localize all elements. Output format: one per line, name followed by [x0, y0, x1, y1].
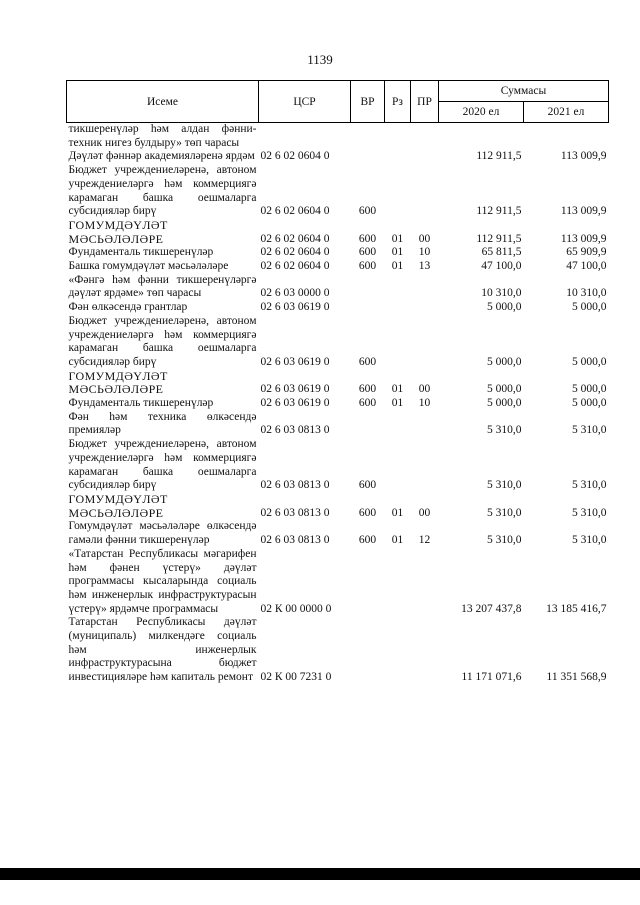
table-row: [67, 246, 609, 260]
table-row: [67, 315, 609, 370]
row-rz: [385, 164, 411, 219]
header-csr: ЦСР: [259, 81, 351, 123]
row-pr: 13: [418, 260, 431, 273]
row-amount-2020: 13 207 437,8: [461, 602, 522, 615]
row-amount-2021: 5 310,0: [572, 479, 607, 492]
row-csr: 02 6 03 0619 0: [260, 355, 330, 368]
row-amount-2021: 5 000,0: [572, 397, 607, 410]
row-vr: 600: [358, 383, 377, 396]
row-csr: 02 К 00 0000 0: [260, 602, 332, 615]
header-pr: ПР: [411, 81, 439, 123]
row-amount-2021: 5 310,0: [572, 424, 607, 437]
row-vr: 600: [358, 397, 377, 410]
row-rz: [385, 123, 411, 151]
row-rz: [385, 548, 411, 617]
table-row: [67, 397, 609, 411]
row-csr: 02 6 02 0604 0: [260, 232, 330, 245]
row-name: Дәүләт фәннәр академияләренә ярдәм: [68, 150, 255, 163]
row-pr: [411, 301, 439, 315]
row-name: ГОМУМДӘҮЛӘТ МӘСЬӘЛӘЛӘРЕ: [68, 368, 168, 397]
header-year-2020: 2020 ел: [439, 102, 524, 123]
row-pr: [411, 411, 439, 438]
budget-table: [66, 80, 609, 685]
row-amount-2020: 5 310,0: [487, 506, 522, 519]
row-amount-2021: 13 185 416,7: [546, 602, 607, 615]
table-row: [67, 164, 609, 219]
row-amount-2020: 5 000,0: [487, 383, 522, 396]
row-pr: [411, 616, 439, 685]
row-name: ГОМУМДӘҮЛӘТ МӘСЬӘЛӘЛӘРЕ: [68, 491, 168, 520]
row-amount-2020: 112 911,5: [476, 150, 522, 163]
row-pr: 00: [418, 232, 431, 245]
table-row: [67, 301, 609, 315]
row-name: Фундаменталь тикшеренүләр: [68, 246, 214, 259]
row-name: «Фәнгә һәм фәнни тикшеренүләргә дәүләт ярдәме» төп чарасы: [68, 273, 257, 300]
row-pr: [411, 274, 439, 301]
row-amount-2020: 5 000,0: [487, 355, 522, 368]
row-pr: 12: [418, 534, 431, 547]
row-vr: [351, 123, 385, 151]
table-row: [67, 219, 609, 246]
row-vr: 600: [358, 260, 377, 273]
row-name: Бюджет учреждениеләренә, автоном учреждениеләргә һәм коммерциягә карамаган башка оешмаларга субсидияләр бирү: [68, 164, 257, 218]
row-csr: 02 6 03 0619 0: [260, 301, 330, 314]
row-csr: 02 6 03 0813 0: [260, 424, 330, 437]
row-amount-2021: 113 009,9: [560, 150, 607, 163]
header-rz: Рз: [385, 81, 411, 123]
row-name: Башка гомумдәүләт мәсьәләләре: [68, 260, 229, 273]
table-row: [67, 370, 609, 397]
row-csr: [259, 123, 351, 151]
row-name: Бюджет учреждениеләренә, автоном учреждениеләргә һәм коммерциягә карамаган башка оешмаларга субсидияләр бирү: [68, 438, 257, 492]
header-name: Исеме: [67, 81, 259, 123]
row-rz: [385, 274, 411, 301]
row-csr: 02 6 03 0813 0: [260, 506, 330, 519]
row-csr: 02 К 00 7231 0: [260, 671, 332, 684]
row-pr: 10: [418, 246, 431, 259]
row-vr: [351, 150, 385, 164]
row-rz: 01: [391, 383, 404, 396]
table-row: [67, 260, 609, 274]
row-name: Фән өлкәсендә грантлар: [68, 301, 188, 314]
row-csr: 02 6 02 0604 0: [260, 246, 330, 259]
row-name: ГОМУМДӘҮЛӘТ МӘСЬӘЛӘЛӘРЕ: [68, 217, 168, 246]
row-amount-2021: 5 000,0: [572, 301, 607, 314]
table-row: [67, 548, 609, 617]
row-amount-2020: 5 000,0: [487, 301, 522, 314]
row-amount-2020: 11 171 071,6: [461, 671, 522, 684]
row-csr: 02 6 03 0000 0: [260, 287, 330, 300]
row-csr: 02 6 03 0619 0: [260, 397, 330, 410]
row-amount-2021: 113 009,9: [560, 205, 607, 218]
row-rz: 01: [391, 260, 404, 273]
row-vr: 600: [358, 479, 377, 492]
row-name: тикшеренүләр һәм алдан фәнни-техник нигез булдыру» төп чарасы: [68, 123, 257, 149]
row-pr: [411, 164, 439, 219]
row-vr: 600: [358, 506, 377, 519]
row-csr: 02 6 02 0604 0: [260, 260, 330, 273]
row-amount-2020: 112 911,5: [476, 232, 522, 245]
row-name: Гомумдәүләт мәсьәләләре өлкәсендә гамәли фәнни тикшеренүләр: [68, 520, 257, 547]
row-amount-2020: 65 811,5: [481, 246, 522, 259]
row-rz: 01: [391, 397, 404, 410]
row-pr: [411, 123, 439, 151]
row-rz: [385, 616, 411, 685]
page-number: 1139: [307, 52, 333, 67]
row-vr: [351, 301, 385, 315]
row-vr: [351, 616, 385, 685]
table-row: [67, 274, 609, 301]
row-rz: [385, 315, 411, 370]
row-vr: 600: [358, 232, 377, 245]
row-rz: [385, 411, 411, 438]
table-row: [67, 123, 609, 151]
row-csr: 02 6 03 0813 0: [260, 534, 330, 547]
table-row: [67, 616, 609, 685]
row-pr: 00: [418, 383, 431, 396]
row-rz: 01: [391, 506, 404, 519]
row-amount-2020: 5 310,0: [487, 534, 522, 547]
row-amount-2020: 112 911,5: [476, 205, 522, 218]
row-vr: 600: [358, 205, 377, 218]
row-csr: 02 6 03 0813 0: [260, 479, 330, 492]
table-body: [67, 123, 609, 685]
row-vr: 600: [358, 246, 377, 259]
table-row: [67, 520, 609, 547]
row-csr: 02 6 03 0619 0: [260, 383, 330, 396]
row-amount-2020: 5 310,0: [487, 479, 522, 492]
row-rz: [385, 150, 411, 164]
row-amount-2021: 10 310,0: [566, 287, 607, 300]
row-rz: [385, 438, 411, 493]
row-vr: 600: [358, 534, 377, 547]
row-rz: 01: [391, 232, 404, 245]
row-name: Фән һәм техника өлкәсендә премияләр: [68, 410, 257, 437]
table-row: [67, 493, 609, 520]
row-amount-2021: 5 000,0: [572, 355, 607, 368]
row-pr: 10: [418, 397, 431, 410]
row-vr: 600: [358, 355, 377, 368]
table-header: [67, 81, 609, 123]
row-amount-2020: 10 310,0: [481, 287, 522, 300]
row-vr: [351, 411, 385, 438]
row-amount-2020: 47 100,0: [481, 260, 522, 273]
row-csr: 02 6 02 0604 0: [260, 150, 330, 163]
row-amount-2020: 5 000,0: [487, 397, 522, 410]
header-sums: Суммасы: [439, 81, 609, 102]
table-row: [67, 411, 609, 438]
row-amount-2020: 5 310,0: [487, 424, 522, 437]
row-amount-2021: 47 100,0: [566, 260, 607, 273]
row-name: Фундаменталь тикшеренүләр: [68, 397, 214, 410]
table-row: [67, 438, 609, 493]
row-amount-2021: 113 009,9: [560, 232, 607, 245]
row-amount-2021: 5 310,0: [572, 506, 607, 519]
table-row: [67, 150, 609, 164]
row-rz: 01: [391, 246, 404, 259]
bottom-scan-bar: [0, 868, 640, 880]
header-vr: ВР: [351, 81, 385, 123]
row-pr: [411, 150, 439, 164]
row-vr: [351, 548, 385, 617]
row-amount-2021: 11 351 568,9: [546, 671, 607, 684]
row-pr: [411, 315, 439, 370]
row-pr: 00: [418, 506, 431, 519]
row-amount-2021: 5 000,0: [572, 383, 607, 396]
row-name: Бюджет учреждениеләренә, автоном учреждениеләргә һәм коммерциягә карамаган башка оешмаларга субсидияләр бирү: [68, 314, 257, 368]
row-amount-2021: 65 909,9: [566, 246, 607, 259]
row-amount-2020: [439, 123, 524, 151]
row-csr: 02 6 02 0604 0: [260, 205, 330, 218]
row-name: «Татарстан Республикасы мәгарифен һәм фәнен үстерү» дәүләт программасы кысаларында социаль һәм инженерлык инфраструктурасын үстерү» ярдәмче программасы: [68, 547, 257, 615]
row-amount-2021: 5 310,0: [572, 534, 607, 547]
row-name: Татарстан Республикасы дәүләт (муниципаль) милкендәге социаль һәм инженерлык инфраструктурасына бюджет инвестицияләре һәм капиталь ремонт: [68, 616, 257, 684]
row-pr: [411, 548, 439, 617]
row-rz: 01: [391, 534, 404, 547]
row-amount-2021: [524, 123, 609, 151]
row-rz: [385, 301, 411, 315]
row-pr: [411, 438, 439, 493]
row-vr: [351, 274, 385, 301]
header-year-2021: 2021 ел: [524, 102, 609, 123]
